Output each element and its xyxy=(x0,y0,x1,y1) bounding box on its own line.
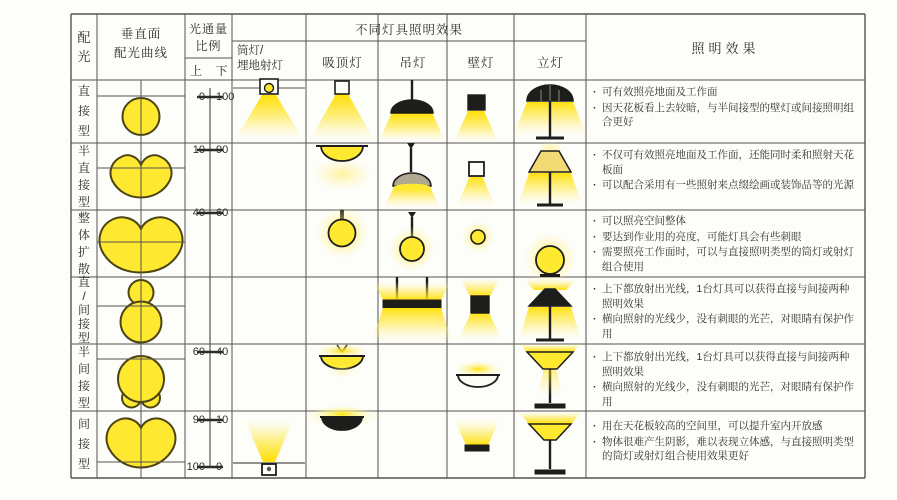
row-label xyxy=(71,210,97,277)
effects-list xyxy=(591,85,855,141)
header-lamp-pendant: 吊灯 xyxy=(399,56,427,70)
ceiling-box-downlight-icon xyxy=(310,81,374,140)
header-curve-line1: 垂直面 xyxy=(120,27,162,41)
wall-open-box-light-icon xyxy=(457,162,495,206)
effects-list xyxy=(591,214,855,275)
effect-item: · 要达到作业用的亮度，可能灯具会有些刺眼 xyxy=(591,230,855,245)
row-label-char: 接 xyxy=(77,378,90,393)
header-lamp-downlight-line2: 埋地射灯 xyxy=(237,60,283,72)
flux-up-value: 40 xyxy=(192,207,205,219)
effect-item: · 需要照亮工作面时，可以与直接照明类型的筒灯或射灯组合使用 xyxy=(591,245,855,274)
header-flux-line2: 比例 xyxy=(195,39,222,53)
row-label-char: 直 xyxy=(77,275,90,289)
effects-list xyxy=(591,282,855,342)
wall-bowl-uplight-icon xyxy=(454,361,502,387)
row-label-char: 接 xyxy=(77,437,90,451)
row-label-char: 型 xyxy=(77,395,90,410)
row-label xyxy=(71,277,97,344)
wall-box-direct-indirect-icon xyxy=(458,278,502,340)
pendant-bar-direct-indirect-icon xyxy=(372,277,452,342)
ceiling-halfdome-light-icon xyxy=(312,146,372,190)
flux-up-value: 10 xyxy=(192,144,205,156)
row-label-char: 接 xyxy=(77,104,90,118)
ceiling-bowl-uplight-icon xyxy=(316,344,368,378)
row-label-char: 半 xyxy=(77,143,90,158)
effects-list xyxy=(591,419,855,476)
effect-item: · 用在天花板较高的空间里，可以提升室内开放感 xyxy=(591,419,855,434)
header-curve-line2: 配光曲线 xyxy=(113,46,168,60)
row-label xyxy=(71,80,97,143)
header-distribution-char: 光 xyxy=(77,49,91,64)
ceiling-globe-light-icon xyxy=(316,207,368,259)
row-label-char: 间 xyxy=(77,361,90,376)
header-effect: 照明效果 xyxy=(691,41,760,56)
effect-item: · 可以配合采用有一些照射来点缀绘画或装饰品等的光源 xyxy=(591,178,855,193)
wall-bar-uplight-icon xyxy=(454,419,500,451)
floor-shade-direct-indirect-icon xyxy=(519,279,581,340)
effect-item: · 横向照射的光线少，没有刺眼的光芒，对眼睛有保护作用 xyxy=(591,312,855,341)
effect-item: · 因天花板看上去较暗，与半间接型的壁灯或间接照明组合更好 xyxy=(591,101,855,130)
effect-item: · 可以照亮空间整体 xyxy=(591,214,855,229)
flux-down-value: 40 xyxy=(216,346,229,358)
row-label-char: 体 xyxy=(77,227,90,242)
row-label-char: 接 xyxy=(77,177,90,192)
header-lamp-group: 不同灯具照明效果 xyxy=(354,23,463,37)
row-label-char: 型 xyxy=(77,457,90,471)
row-label-char: 间 xyxy=(77,303,90,317)
wall-globe-light-icon xyxy=(462,221,494,253)
row-label-char: / xyxy=(82,289,86,303)
header-lamp-downlight-line1: 筒灯/ xyxy=(237,45,264,57)
header-distribution-char: 配 xyxy=(77,30,91,45)
row-label-char: 直 xyxy=(77,160,90,175)
row-label-char: 散 xyxy=(77,261,90,276)
pendant-dome-downlight-icon xyxy=(379,80,445,141)
recessed-downlight-icon xyxy=(233,79,305,138)
row-label-char: 扩 xyxy=(77,244,90,259)
row-label xyxy=(71,143,97,210)
row-label xyxy=(71,411,97,478)
header-lamp-ceiling: 吸顶灯 xyxy=(322,56,363,70)
pendant-globe-light-icon xyxy=(389,212,435,272)
floor-dome-downlight-icon xyxy=(513,85,587,138)
row-label-char: 半 xyxy=(77,344,90,359)
row-label-char: 型 xyxy=(77,124,90,138)
header-flux-down: 下 xyxy=(215,64,229,78)
flux-down-value: 10 xyxy=(216,414,229,426)
flux-down-value: 100 xyxy=(216,91,235,103)
row-label-char: 型 xyxy=(77,194,90,209)
row-label-char: 直 xyxy=(77,84,90,98)
effects-list xyxy=(591,350,855,409)
row-label-char: 接 xyxy=(77,317,90,331)
row-label-char: 整 xyxy=(77,210,90,225)
wall-box-downlight-icon xyxy=(454,95,498,142)
flux-up-value: 100 xyxy=(186,461,205,473)
header-lamp-downlight xyxy=(237,44,305,74)
flux-up-value: 0 xyxy=(198,91,205,103)
effect-item: · 物体很难产生阴影，难以表现立体感，与直接照明类型的筒灯或射灯组合使用效果更好 xyxy=(591,435,855,464)
ceiling-bowl-dark-uplight-icon xyxy=(304,405,380,430)
flux-down-value: 0 xyxy=(216,461,223,473)
row-label-char: 间 xyxy=(77,417,90,431)
flux-down-value: 90 xyxy=(216,144,229,156)
header-flux-up: 上 xyxy=(189,64,203,78)
floor-shade-semi-direct-icon xyxy=(518,142,582,205)
floor-torchiere-semi-indirect-icon xyxy=(520,344,580,408)
effect-item: · 可有效照亮地面及工作面 xyxy=(591,85,855,100)
header-lamp-floor: 立灯 xyxy=(536,56,564,70)
row-label-char: 型 xyxy=(77,331,90,345)
pendant-shade-semi-direct-icon xyxy=(384,143,440,208)
flux-up-value: 90 xyxy=(192,414,205,426)
row-label xyxy=(71,344,97,411)
effect-item: · 横向照射的光线少，没有刺眼的光芒，对眼睛有保护作用 xyxy=(591,380,855,409)
floor-globe-light-icon xyxy=(524,233,576,285)
header-flux-line1: 光通量 xyxy=(188,22,228,36)
header-lamp-wall: 壁灯 xyxy=(467,56,495,70)
flux-up-value: 60 xyxy=(192,346,205,358)
effect-item: · 上下都放射出光线，1台灯具可以获得直接与间接两种照明效果 xyxy=(591,350,855,379)
effect-item: · 上下都放射出光线，1台灯具可以获得直接与间接两种照明效果 xyxy=(591,282,855,311)
header-distribution xyxy=(71,14,97,80)
flux-down-value: 60 xyxy=(216,207,229,219)
floor-torchiere-uplight-icon xyxy=(519,412,581,474)
effects-list xyxy=(591,148,855,208)
effect-item: · 不仅可有效照亮地面及工作面，还能同时柔和照射天花板面 xyxy=(591,148,855,177)
